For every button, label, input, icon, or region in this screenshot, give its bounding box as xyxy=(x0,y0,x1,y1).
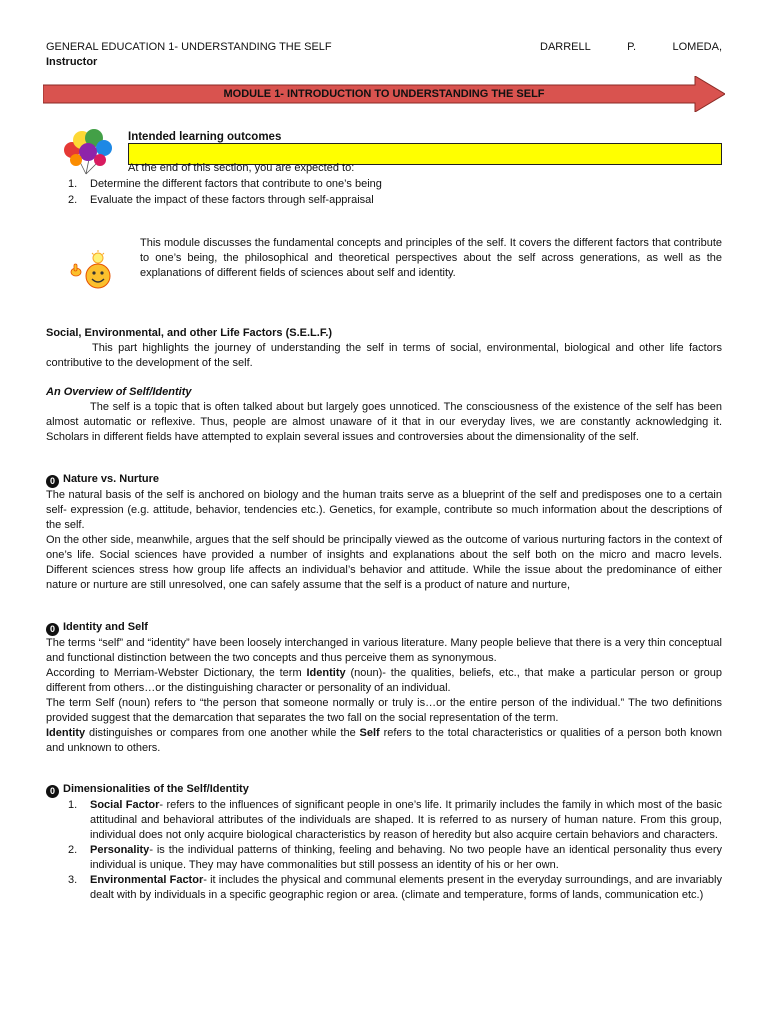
section-text: The natural basis of the self is anchored on biology and the human traits serve as a blueprint of the self and predisposes one to a certain self- expression (e.g. attitude, behavior, tendencies etc.). Genetics, for example, contribute so much information about the descriptions of the self. xyxy=(46,489,722,531)
list-item: 2. Personality- is the individual patterns of thinking, feeling and behaving. No two people have an identical personality thus every individual is unique. They may have commonalities but still possess an identity of his or her own. xyxy=(68,844,722,871)
section-heading: Social, Environmental, and other Life Factors (S.E.L.F.) xyxy=(46,327,333,339)
ilo-list xyxy=(68,176,382,208)
identity-section xyxy=(46,620,722,756)
section-text: On the other side, meanwhile, argues that the self should be principally viewed as the outcome of various nurturing factors in the context of one’s life. Social sciences have provided a number of insights and explanations about the self both on the micro and macro levels. Different sciences stress how group life affects an individual’s behavior and attitude. While the issue about the predominance of either nature or nurture are still unresolved, one can safely assume that the self is a product of nature and nurture, xyxy=(46,534,722,591)
dimensions-list xyxy=(68,798,722,903)
section-text: The terms “self” and “identity” have been loosely interchanged in various literature. Many people believe that there is a very thin conceptual and functional distinction between the two concepts and thus perceive them as synonymous. xyxy=(46,637,722,664)
section-text: The term Self (noun) refers to “the person that someone normally or truly is…or the entire person of the individual.” The two definitions provided suggest that the demarcation that separates the two fall on the social representation of the term. xyxy=(46,697,722,724)
instructor-middle: P. xyxy=(627,41,637,53)
dimensions-section xyxy=(46,782,722,798)
module-description: This module discusses the fundamental concepts and principles of the self. It covers the different factors that contribute to one’s being, the philosophical and theoretical perspectives about the self across generations, as well as the explanations of different fields of sciences about self and identity. xyxy=(140,237,722,279)
lightbulb-smiley-icon xyxy=(66,250,120,290)
list-item: 1. Social Factor- refers to the influences of significant people in one’s life. It primarily includes the family in which most of the basic attitudinal and behavioral attributes of the individuals are shaped. It is referred to as nursery of human nature. From this group, individual does not only acquire biological characteristics by reason of heredity but also acquire certain behaviors and characters. xyxy=(68,799,722,841)
section-text: Identity distinguishes or compares from one another while the Self refers to the total characteristics or qualities of a person both known and unknown to others. xyxy=(46,727,722,754)
section-text: This part highlights the journey of understanding the self in terms of social, environmental, biological and other life factors contributive to the development of the self. xyxy=(46,342,722,369)
section-heading: 0 Identity and Self xyxy=(46,620,722,636)
self-section xyxy=(46,326,722,371)
module-title: MODULE 1- INTRODUCTION TO UNDERSTANDING THE SELF xyxy=(223,88,545,100)
number-marker: 0 xyxy=(46,475,59,488)
balloons-icon xyxy=(60,128,116,176)
module-banner xyxy=(43,76,725,112)
ilo-intro: At the end of this section, you are expected to: xyxy=(128,162,355,174)
instructor-name xyxy=(540,40,722,55)
section-heading: An Overview of Self/Identity xyxy=(46,386,192,398)
section-heading: 0 Nature vs. Nurture xyxy=(46,472,722,488)
instructor-role: Instructor xyxy=(46,56,98,68)
list-item: 2. Evaluate the impact of these factors through self-appraisal xyxy=(68,194,374,206)
course-title: GENERAL EDUCATION 1- UNDERSTANDING THE SELF xyxy=(46,41,332,53)
section-text: The self is a topic that is often talked about but largely goes unnoticed. The consciousness of the existence of the self has been almost automatic or reflexive. Thus, people are almost unaware of it that in our everyday lives, we are constantly acknowledging it. Scholars in different fields have attempted to explain several issues and controversies about the dimensionality of the self. xyxy=(46,401,722,443)
instructor-first: DARRELL xyxy=(540,41,591,53)
list-item: 3. Environmental Factor- it includes the physical and communal elements present in the everyday surroundings, and are invariably dealt with by individuals in a specific geographic region or area. (climate and temperature, forms of lands, communication etc.) xyxy=(68,874,722,901)
number-marker: 0 xyxy=(46,785,59,798)
section-heading: 0 Dimensionalities of the Self/Identity xyxy=(46,782,722,798)
list-item: 1. Determine the different factors that contribute to one’s being xyxy=(68,178,382,190)
ilo-title: Intended learning outcomes xyxy=(128,131,282,143)
instructor-last: LOMEDA, xyxy=(672,41,722,53)
nature-section xyxy=(46,472,722,593)
overview-section xyxy=(46,385,722,445)
section-text: According to Merriam-Webster Dictionary, the term Identity (noun)- the qualities, beliefs, etc., that make a particular person or group different from others…or the distinguishing character or personality of an individual. xyxy=(46,667,722,694)
number-marker: 0 xyxy=(46,623,59,636)
